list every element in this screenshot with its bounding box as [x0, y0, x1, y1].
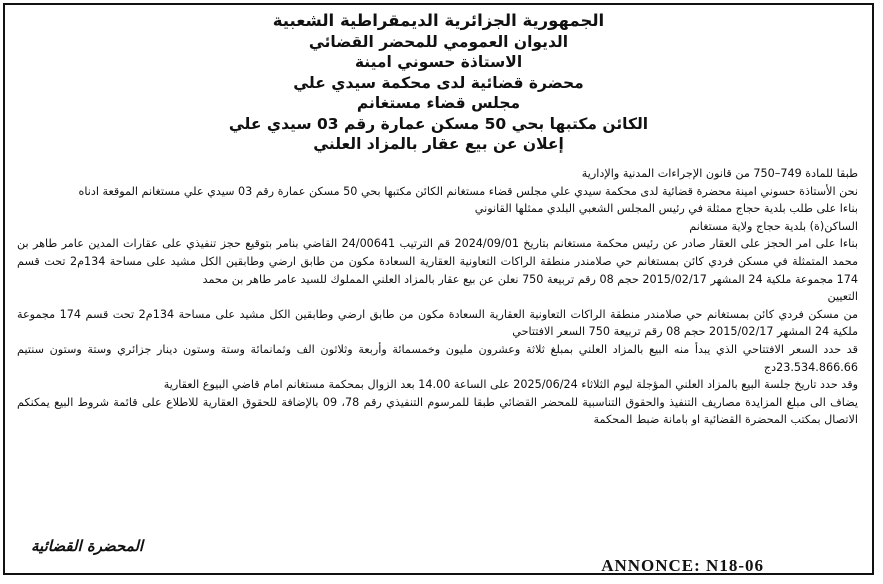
announcement-body [17, 165, 858, 429]
paragraph-auction-date: وقد حدد تاريخ جلسة البيع بالمزاد العلني المؤجلة ليوم الثلاثاء 2025/06/24 على الساعة 14.00 بعد الزوال بمحكمة مستغانم امام قاضي البيوع العقارية [163, 378, 858, 392]
paragraph-seizure-order: بناءا على امر الحجز على العقار صادر عن رئيس محكمة مستغانم بتاريخ 2024/09/01 قم الترتيب 24/00641 القاضي بنامر بتوقيع حجز تنفيذي على عقارات المدين عامر طاهر بن محمد المتمثلة في مسكن فردي كائن بمستغانم حي صلامندر منطقة الراكات التعاونية العقارية السعادة مكون من طابق ارضي وطابقين الكل مشيد على مساحة 134م2 تحت قسم 174 مجموعة ملكية 24 المشهر 2015/02/17 حجم 08 رقم تربيعة 750 نعلن عن بيع عقار بالمزاد العلني المملوك للسيد عامر طاهر بن محمد [17, 237, 858, 286]
header-line-office: الديوان العمومي للمحضر القضائي [308, 32, 569, 51]
paragraph-residence: الساكن(ة) بلدية حجاج ولاية مستغانم [689, 219, 858, 233]
header [5, 11, 872, 155]
signature: المحضرة القضائية [31, 537, 144, 555]
paragraph-fees-info: يضاف الى مبلغ المزايدة مصاريف التنفيذ والحقوق التناسبية للمحضر القضائي طبقا للمرسوم التنفيذي رقم 78، 09 بالإضافة للحقوق العقارية للاطلاع على قائمة شروط البيع يمكنكم الاتصال بمكتب المحضرة القضائية او بامانة ضبط المحكمة [17, 395, 858, 427]
paragraph-opening-price: قد حدد السعر الافتتاحي الذي يبدأ منه البيع بالمزاد العلني بمبلغ ثلاثة وعشرون مليون وخمسمائة وأربعة وثلاثون الف وثمانمائة وستة وستون دينار جزائري وستة وستون سنتيم 23.534.866.66دج [17, 342, 858, 374]
header-line-republic: الجمهورية الجزائرية الديمقراطية الشعبية [272, 11, 605, 30]
paragraph-property-description: من مسكن فردي كائن بمستغانم حي صلامندر منطقة الراكات التعاونية العقارية السعادة مكون من طابق ارضي وطابقين الكل مشيد على مساحة 134م2 تحت قسم 174 مجموعة ملكية 24 المشهر 2015/02/17 حجم 08 رقم تربيعة 750 السعر الافتتاحي [17, 307, 858, 339]
paragraph-legal-basis: طبقا للمادة 749–750 من قانون الإجراءات المدنية والإدارية [581, 167, 858, 180]
header-line-court: محضرة قضائية لدى محكمة سيدي علي [293, 73, 584, 92]
paragraph-bailiff: نحن الأستاذة حسوني امينة محضرة قضائية لدى محكمة سيدي علي مجلس قضاء مستغانم الكائن مكتبها بحي 50 مسكن عمارة رقم 03 سيدي علي مستغانم الموقعة ادناه [78, 184, 858, 198]
header-line-address: الكائن مكتبها بحي 50 مسكن عمارة رقم 03 سيدي علي [228, 114, 649, 133]
annonce-number: ANNONCE: N18-06 [601, 556, 764, 575]
header-line-bailiff-name: الاستاذة حسوني امينة [354, 53, 523, 71]
paragraph-request: بناءا على طلب بلدية حجاج ممثلة في رئيس المجلس الشعبي البلدي ممثلها القانوني [474, 202, 858, 216]
paragraph-designation-heading: التعيين [827, 290, 858, 304]
header-line-council: مجلس قضاء مستغانم [356, 94, 521, 112]
announcement-title: إعلان عن بيع عقار بالمزاد العلني [313, 135, 564, 153]
announcement-frame [3, 3, 874, 575]
